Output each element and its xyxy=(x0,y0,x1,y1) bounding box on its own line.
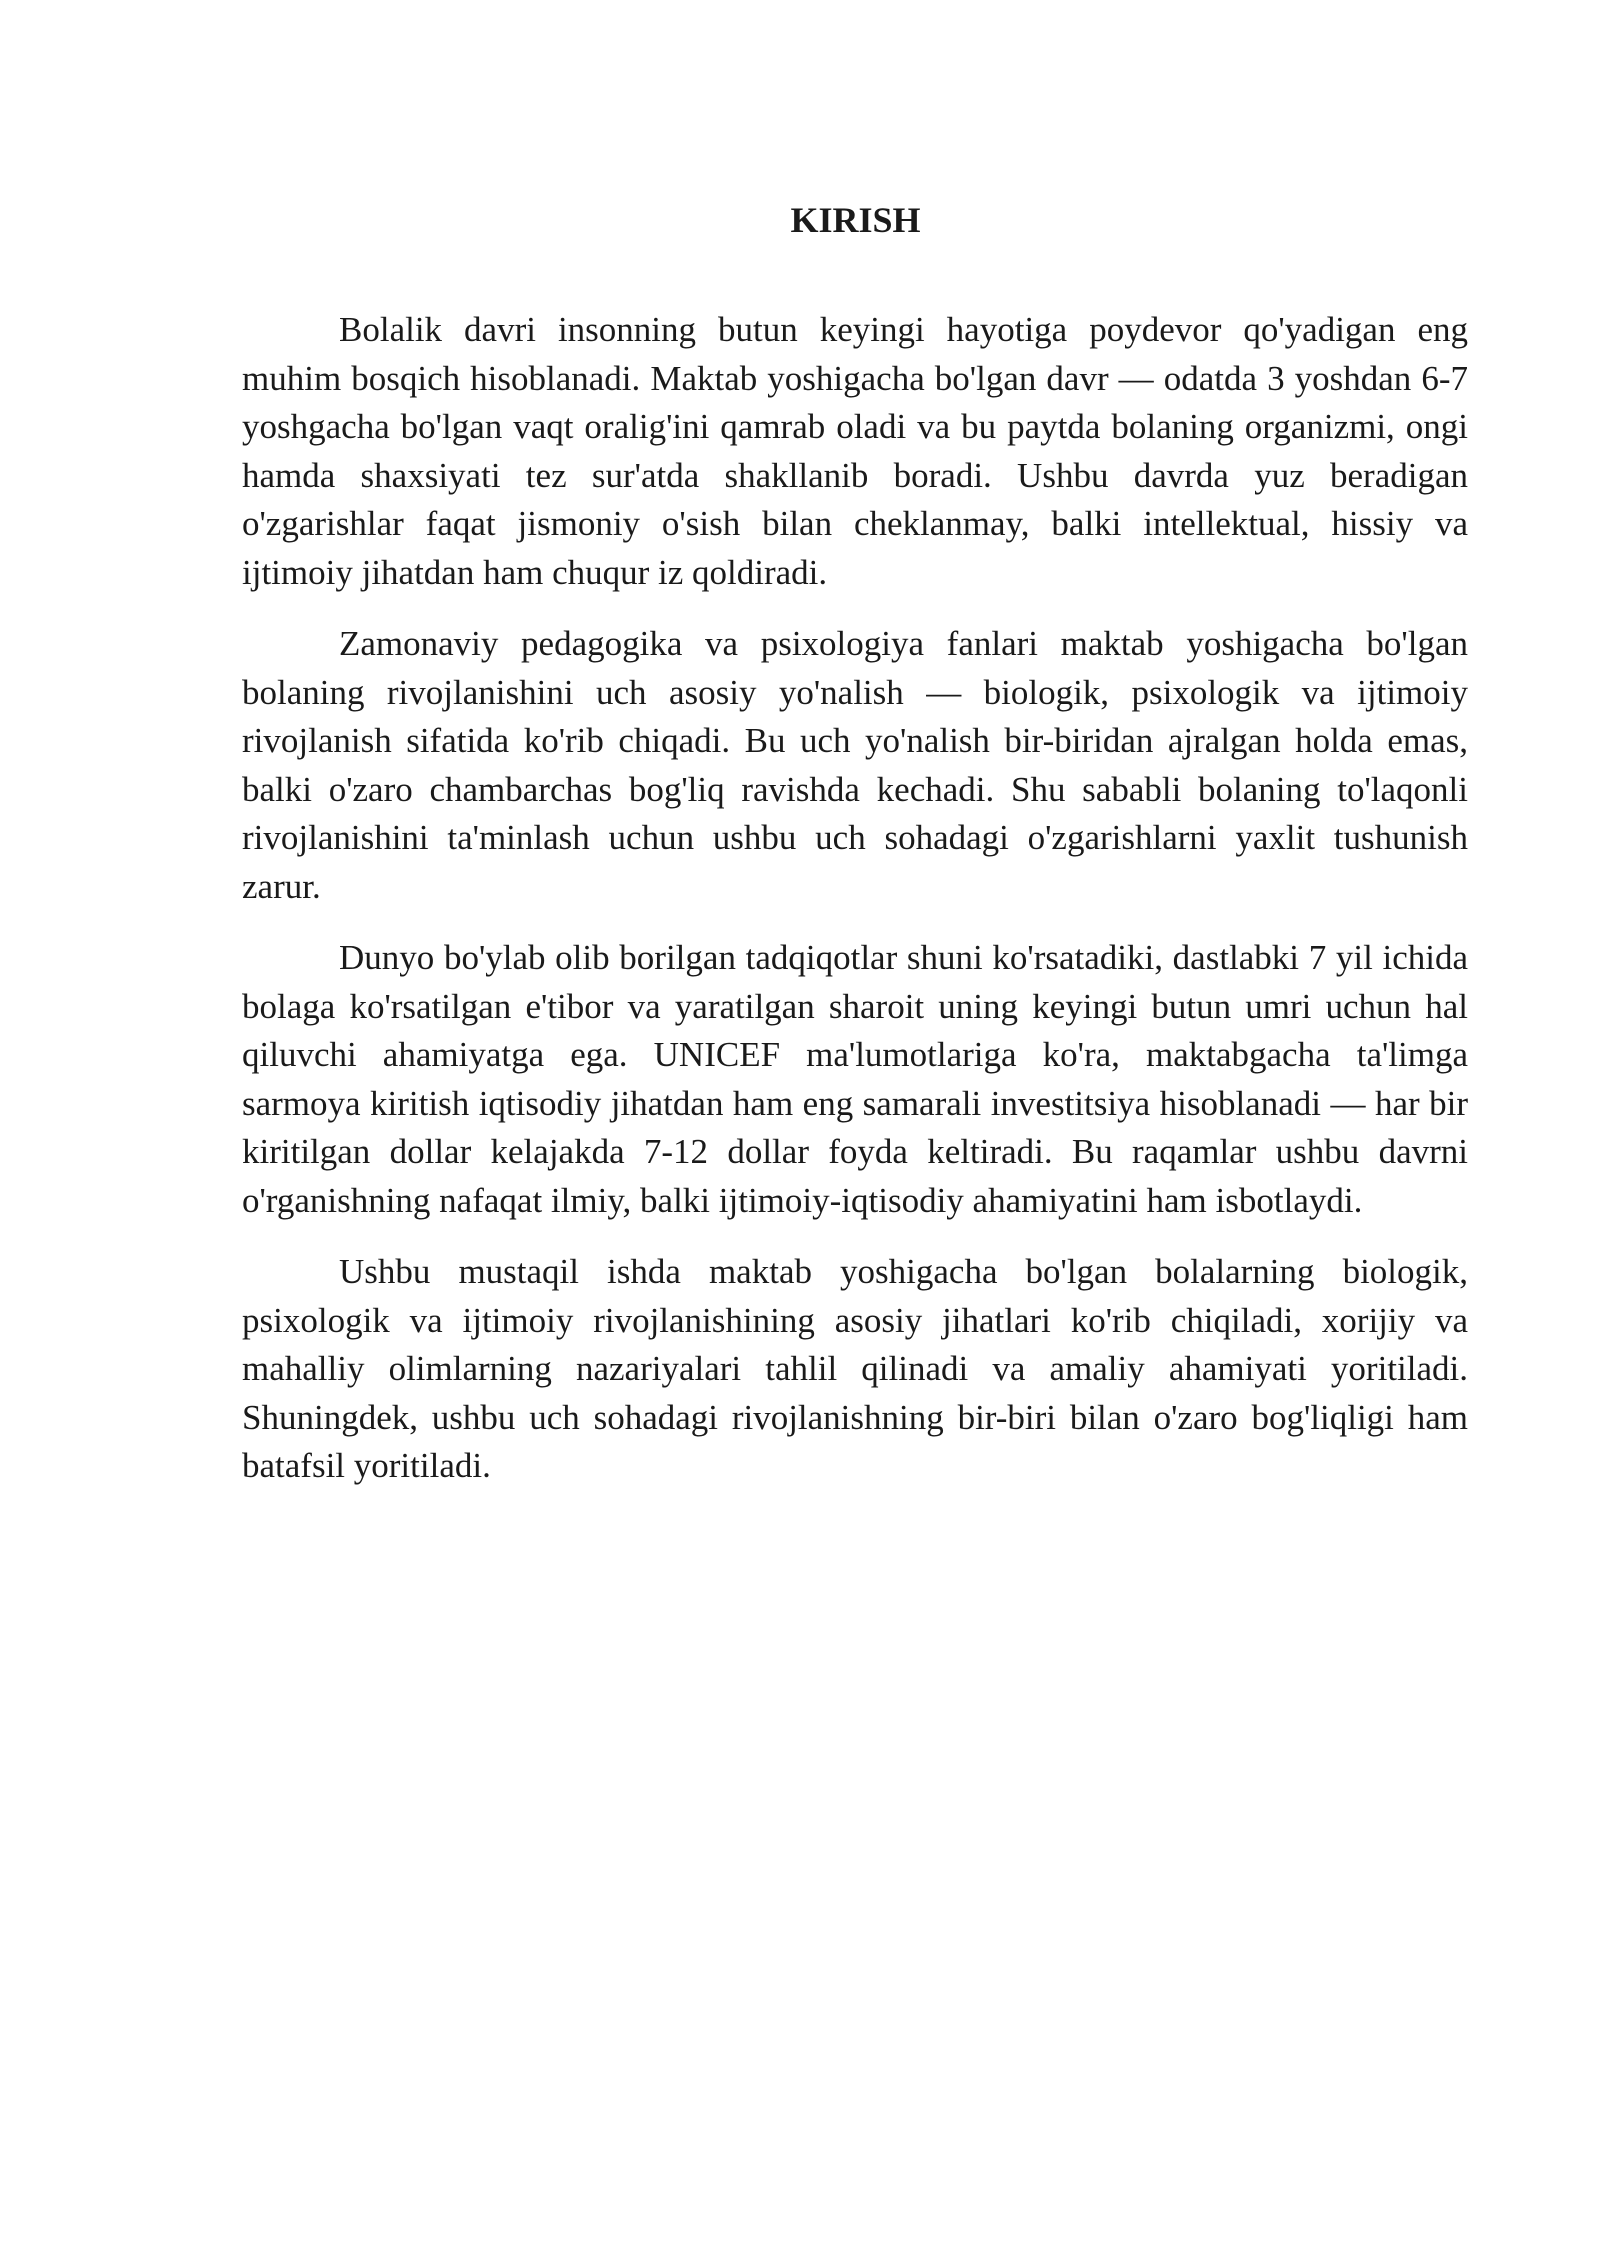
paragraph-3: Dunyo bo'ylab olib borilgan tadqiqotlar shuni ko'rsatadiki, dastlabki 7 yil ichida bolaga ko'rsatilgan e'tibor va yaratilgan sharoit uning keyingi butun umri uchun hal qiluvchi ahamiyatga ega. UNICEF ma'lumotlariga ko'ra, maktabgacha ta'limga sarmoya kiritish iqtisodiy jihatdan ham eng samarali investitsiya hisoblanadi — har bir kiritilgan dollar kelajakda 7-12 dollar foyda keltiradi. Bu raqamlar ushbu davrni o'rganishning nafaqat ilmiy, balki ijtimoiy-iqtisodiy ahamiyatini ham isbotlaydi. xyxy=(242,938,1468,1220)
document-body xyxy=(242,306,1468,1514)
page-title: KIRISH xyxy=(790,200,921,240)
paragraph-1: Bolalik davri insonning butun keyingi hayotiga poydevor qo'yadigan eng muhim bosqich hisoblanadi. Maktab yoshigacha bo'lgan davr — odatda 3 yoshdan 6-7 yoshgacha bo'lgan vaqt oralig'ini qamrab oladi va bu paytda bolaning organizmi, ongi hamda shaxsiyati tez sur'atda shakllanib boradi. Ushbu davrda yuz beradigan o'zgarishlar faqat jismoniy o'sish bilan cheklanmay, balki intellektual, hissiy va ijtimoiy jihatdan ham chuqur iz qoldiradi. xyxy=(242,310,1468,592)
paragraph-4: Ushbu mustaqil ishda maktab yoshigacha bo'lgan bolalarning biologik, psixologik va ijtimoiy rivojlanishining asosiy jihatlari ko'rib chiqiladi, xorijiy va mahalliy olimlarning nazariyalari tahlil qilinadi va amaliy ahamiyati yoritiladi. Shuningdek, ushbu uch sohadagi rivojlanishning bir-biri bilan o'zaro bog'liqligi ham batafsil yoritiladi. xyxy=(242,1252,1468,1485)
paragraph-2: Zamonaviy pedagogika va psixologiya fanlari maktab yoshigacha bo'lgan bolaning rivojlanishini uch asosiy yo'nalish — biologik, psixologik va ijtimoiy rivojlanish sifatida ko'rib chiqadi. Bu uch yo'nalish bir-biridan ajralgan holda emas, balki o'zaro chambarchas bog'liq ravishda kechadi. Shu sababli bolaning to'laqonli rivojlanishini ta'minlash uchun ushbu uch sohadagi o'zgarishlarni yaxlit tushunish zarur. xyxy=(242,624,1468,906)
